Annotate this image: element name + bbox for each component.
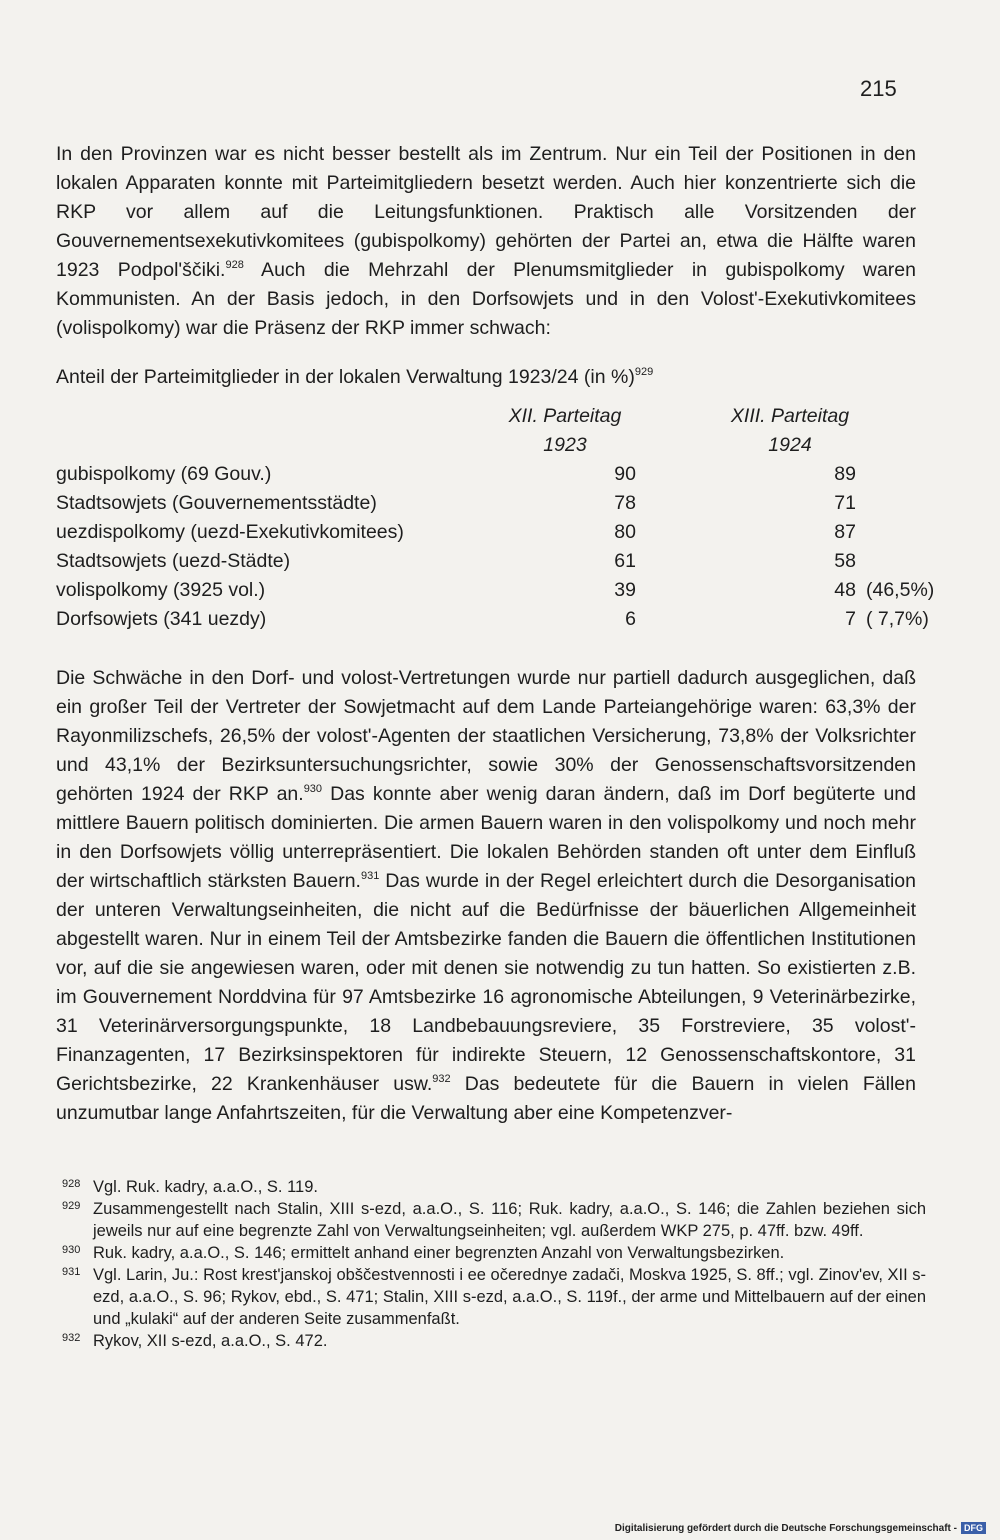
footnote-number: 930 — [62, 1244, 81, 1256]
table-row — [56, 492, 916, 521]
dfg-logo: DFG — [961, 1522, 986, 1534]
table-caption — [56, 366, 653, 389]
value-1924: 87 — [834, 521, 856, 543]
paragraph-text: Das konnte aber wenig daran ändern, daß im Dorf begüterte und mittlere Bauern politisch dominierten. Die armen Bauern waren in den volispolkomy und noch mehr in den Dorfsowjets völlig unterrepräsentiert. Die lokalen Behörden standen oft unter dem Einfluß der wirtschaftlich stärksten Bauern. — [56, 783, 916, 892]
table-row — [56, 521, 916, 550]
footnote-text: Zusammengestellt nach Stalin, XIII s-ezd, a.a.O., S. 116; Ruk. kadry, a.a.O., S. 146; die Zahlen beziehen sich jeweils nur auf eine begrenzte Zahl von Verwaltungseinheiten; vgl. außerdem WKP 275, p. 47ff. bzw. 49ff. — [93, 1200, 926, 1240]
column-year: 1923 — [543, 434, 587, 456]
footnote-text: Ruk. kadry, a.a.O., S. 146; ermittelt anhand einer begrenzten Anzahl von Verwaltungsbezirken. — [93, 1244, 785, 1262]
column-title: XIII. Parteitag — [730, 405, 850, 427]
row-label: volispolkomy (3925 vol.) — [56, 579, 266, 601]
footnote-number: 928 — [62, 1178, 81, 1190]
footnotes-section — [56, 1176, 926, 1352]
paragraph-text: Das bedeutete für die Bauern in vielen Fällen unzumutbar lange Anfahrtszeiten, für die Verwaltung aber eine Kompetenzver- — [56, 1073, 916, 1124]
footnote-number: 929 — [62, 1200, 81, 1212]
footnote-text: Vgl. Larin, Ju.: Rost krest'janskoj obščestvennosti i ee očerednye zadači, Moskva 1925, S. 8ff.; vgl. Zinov'ev, XII s-ezd, a.a.O., S. 96; Rykov, ebd., S. 471; Stalin, XIII s-ezd, a.a.O., S. 119f., der arme und Mittelbauern auf der einen und „kulaki“ auf der anderen Seite zusammenfaßt. — [93, 1266, 926, 1328]
value-note: ( 7,7%) — [866, 608, 929, 630]
footnote-ref[interactable]: 928 — [225, 259, 244, 271]
value-1923: 78 — [614, 492, 636, 514]
row-label: Dorfsowjets (341 uezdy) — [56, 608, 267, 630]
column-header-1923 — [490, 402, 640, 460]
footnote-ref[interactable]: 931 — [360, 870, 380, 882]
footnote-ref[interactable]: 929 — [634, 366, 654, 378]
value-1924: 71 — [834, 492, 856, 514]
table-row — [56, 608, 929, 637]
value-1924: 7 — [845, 608, 856, 630]
value-1923: 61 — [614, 550, 636, 572]
value-1923: 39 — [614, 579, 636, 601]
footnote — [56, 1264, 926, 1330]
footnote-ref[interactable]: 930 — [303, 783, 323, 795]
paragraph-text: Auch die Mehrzahl der Plenumsmitglieder in gubispolkomy waren Kommunisten. An der Basis jedoch, in den Dorfsowjets und in den Volost'-Exekutivkomitees (volispolkomy) war die Präsenz der RKP immer schwach: — [56, 259, 916, 339]
credit-text: Digitalisierung gefördert durch die Deutsche Forschungsgemeinschaft - — [614, 1522, 957, 1534]
intro-paragraph — [56, 140, 916, 343]
paragraph-text: In den Provinzen war es nicht besser bestellt als im Zentrum. Nur ein Teil der Positionen in den lokalen Apparaten konnte mit Parteimitgliedern besetzt werden. Auch hier konzentrierte sich die RKP vor allem auf die Leitungsfunktionen. Praktisch alle Vorsitzenden der Gouvernementsexekutivkomitees (gubispolkomy) gehörten der Partei an, etwa die Hälfte waren 1923 Podpol'ščiki. — [56, 143, 916, 281]
body-paragraph — [56, 664, 916, 1128]
footnote — [56, 1330, 926, 1352]
footnote-text: Rykov, XII s-ezd, a.a.O., S. 472. — [93, 1332, 328, 1350]
value-1924: 89 — [834, 463, 856, 485]
column-header-1924 — [710, 402, 870, 460]
footnote — [56, 1198, 926, 1242]
footnote-text: Vgl. Ruk. kadry, a.a.O., S. 119. — [93, 1178, 318, 1196]
value-1923: 80 — [614, 521, 636, 543]
table-row — [56, 550, 916, 579]
row-label: Stadtsowjets (Gouvernementsstädte) — [56, 492, 377, 514]
row-label: uezdispolkomy (uezd-Exekutivkomitees) — [56, 521, 404, 543]
paragraph-text: Die Schwäche in den Dorf- und volost-Vertretungen wurde nur partiell dadurch ausgeglichen, daß ein großer Teil der Vertreter der Sowjetmacht auf dem Lande Parteiangehörige waren: 63,3% der Rayonmilizschefs, 26,5% der volost'-Agenten der staatlichen Versicherung, 73,8% der Volksrichter und 43,1% der Bezirksuntersuchungsrichter, sowie 30% der Genossenschaftsvorsitzenden gehörten 1924 der RKP an. — [56, 667, 916, 805]
value-1924: 58 — [834, 550, 856, 572]
footnote-number: 932 — [62, 1332, 81, 1344]
column-year: 1924 — [768, 434, 812, 456]
page-number: 215 — [860, 76, 897, 101]
footnote — [56, 1176, 926, 1198]
value-note: (46,5%) — [866, 579, 935, 601]
footnote-ref[interactable]: 932 — [432, 1073, 451, 1085]
row-label: gubispolkomy (69 Gouv.) — [56, 463, 272, 485]
table-caption-text: Anteil der Parteimitglieder in der lokalen Verwaltung 1923/24 (in %) — [56, 366, 635, 388]
value-1923: 6 — [625, 608, 636, 630]
footnote-number: 931 — [62, 1266, 81, 1278]
table-row — [56, 463, 916, 492]
digitization-credit — [615, 1522, 986, 1534]
value-1923: 90 — [614, 463, 636, 485]
paragraph-text: Das wurde in der Regel erleichtert durch die Desorganisation der unteren Verwaltungseinheiten, die nicht auf die Bedürfnisse der bäuerlichen Allgemeinheit abgestellt waren. Nur in einem Teil der Amtsbezirke fanden die Bauern die öffentlichen Institutionen vor, auf die sie angewiesen waren, oder mit denen sie notwendig zu tun hatten. So existierten z.B. im Gouvernement Norddvina für 97 Amtsbezirke 16 agronomische Abteilungen, 9 Veterinärbezirke, 31 Veterinärversorgungspunkte, 18 Landbebauungsreviere, 35 Forstreviere, 35 volost'-Finanzagenten, 17 Bezirksinspektoren für indirekte Steuern, 12 Genossenschaftskontore, 31 Gerichtsbezirke, 22 Krankenhäuser usw. — [56, 870, 916, 1095]
table-row — [56, 579, 935, 608]
value-1924: 48 — [834, 579, 856, 601]
column-title: XII. Parteitag — [508, 405, 622, 427]
footnote — [56, 1242, 926, 1264]
row-label: Stadtsowjets (uezd-Städte) — [56, 550, 291, 572]
